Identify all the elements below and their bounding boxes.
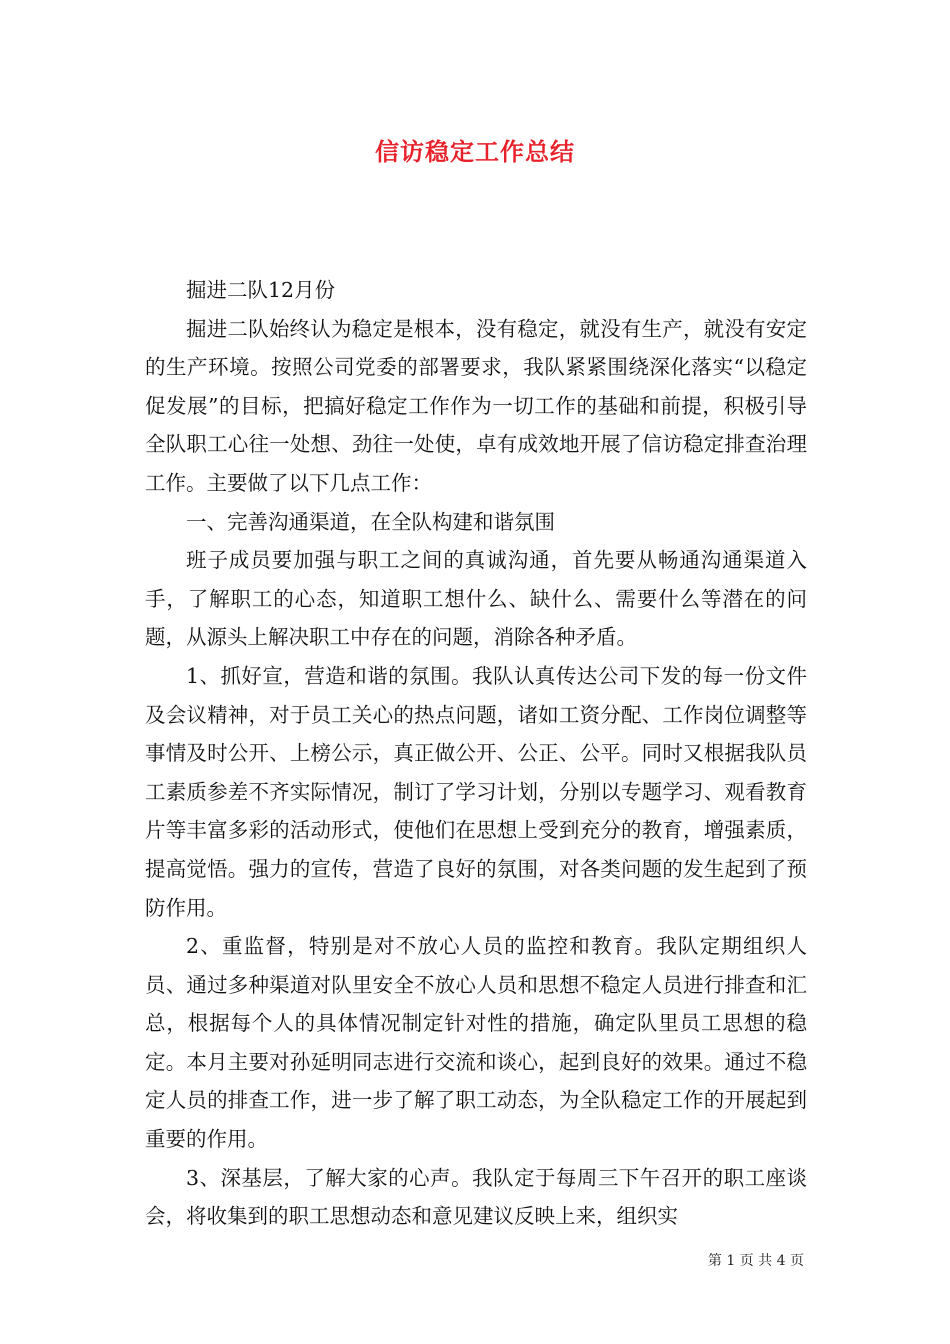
paragraph-item-1: 1、抓好宣，营造和谐的氛围。我队认真传达公司下发的每一份文件及会议精神，对于员工关心的热点问题，诸如工资分配、工作岗位调整等事情及时公开、上榜公示，真正做公开、公正、公平。同时又根据我队员工素质参差不齐实际情况，制订了学习计划，分别以专题学习、观看教育片等丰富多彩的活动形式，使他们在思想上受到充分的教育，增强素质，提高觉悟。强力的宣传，营造了良好的氛围，对各类问题的发生起到了预防作用。 [145, 663, 807, 920]
document-title: 信访稳定工作总结 [375, 137, 575, 166]
paragraph-item-3: 3、深基层，了解大家的心声。我队定于每周三下午召开的职工座谈会，将收集到的职工思想动态和意见建议反映上来，组织实 [145, 1165, 807, 1229]
section-heading-1: 一、完善沟通渠道，在全队构建和谐氛围 [186, 509, 555, 534]
document-body [145, 271, 807, 1236]
paragraph-communication: 班子成员要加强与职工之间的真诚沟通，首先要从畅通沟通渠道入手，了解职工的心态，知道职工想什么、缺什么、需要什么等潜在的问题，从源头上解决职工中存在的问题，消除各种矛盾。 [145, 548, 807, 650]
paragraph-intro: 掘进二队始终认为稳定是根本，没有稳定，就没有生产，就没有安定的生产环境。按照公司党委的部署要求，我队紧紧围绕深化落实“以稳定促发展”的目标，把搞好稳定工作作为一切工作的基础和前提，积极引导全队职工心往一处想、劲往一处使，卓有成效地开展了信访稳定排查治理工作。主要做了以下几点工作： [145, 316, 807, 495]
page-number-footer: 第 1 页 共 4 页 [707, 1253, 804, 1269]
paragraph-item-2: 2、重监督，特别是对不放心人员的监控和教育。我队定期组织人员、通过多种渠道对队里安全不放心人员和思想不稳定人员进行排查和汇总，根据每个人的具体情况制定针对性的措施，确定队里员工思想的稳定。本月主要对孙延明同志进行交流和谈心，起到良好的效果。通过不稳定人员的排查工作，进一步了解了职工动态，为全队稳定工作的开展起到重要的作用。 [145, 934, 807, 1152]
paragraph-team-month: 掘进二队12月份 [186, 278, 336, 302]
